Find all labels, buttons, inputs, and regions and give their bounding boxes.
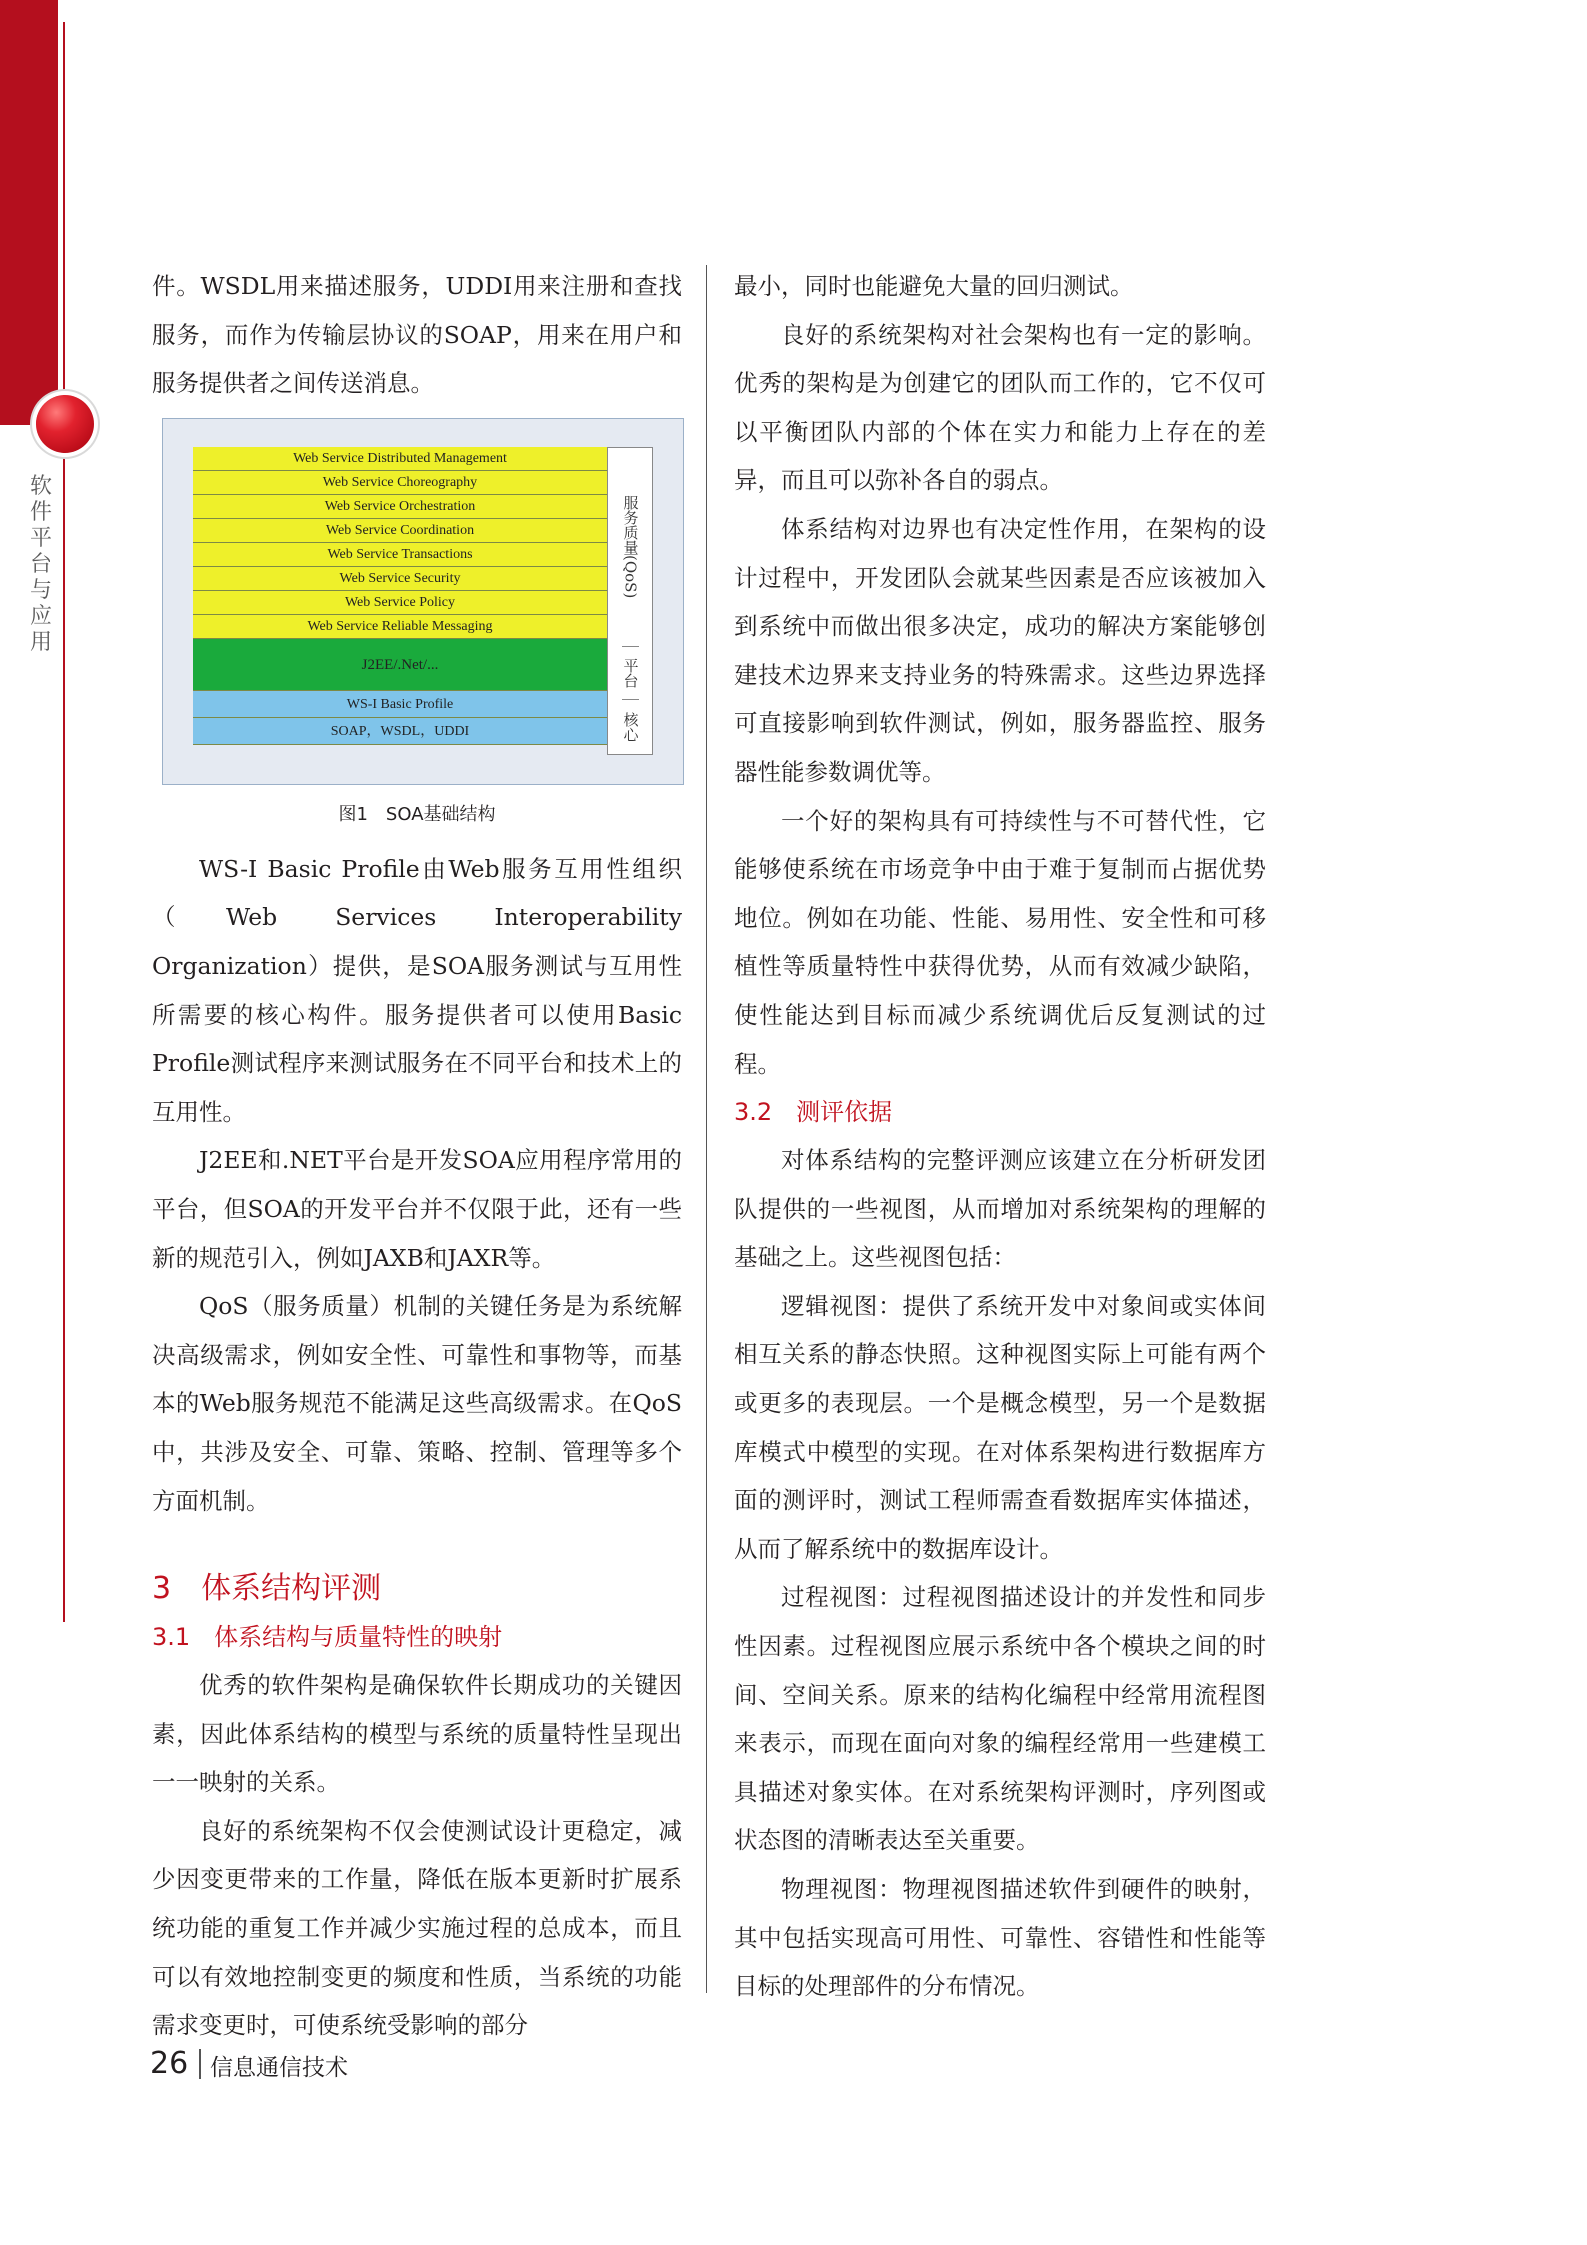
- section-badge-icon: [36, 395, 94, 453]
- paragraph: 优秀的软件架构是确保软件长期成功的关键因素，因此体系结构的模型与系统的质量特性呈现出一一映射的关系。: [152, 1671, 682, 1797]
- figure-side-qos: 服务质量(QoS): [622, 448, 639, 647]
- figure-layers: [193, 447, 607, 745]
- figure-layer: Web Service Orchestration: [193, 495, 607, 519]
- paragraph: WS-I Basic Profile由Web服务互用性组织（Web Services Interoperability Organization）提供，是SOA服务测试与互用性所需要的核心构件。服务提供者可以使用Basic Profile测试程序来测试服务在不同平台和技术上的互用性。: [152, 854, 682, 1126]
- paragraph: 过程视图：过程视图描述设计的并发性和同步性因素。过程视图应展示系统中各个模块之间的时间、空间关系。原来的结构化编程中经常用流程图来表示，而现在面向对象的编程经常用一些建模工具描述对象实体。在对系统架构评测时，序列图或状态图的清晰表达至关重要。: [734, 1583, 1266, 1855]
- subsection-heading: 3.1 体系结构与质量特性的映射: [152, 1623, 503, 1652]
- page-number: 26: [150, 2046, 189, 2081]
- paragraph: J2EE和.NET平台是开发SOA应用程序常用的平台，但SOA的开发平台并不仅限于此，还有一些新的规范引入，例如JAXB和JAXR等。: [152, 1146, 682, 1272]
- figure-layer: Web Service Choreography: [193, 471, 607, 495]
- paragraph: 体系结构对边界也有决定性作用，在架构的设计过程中，开发团队会就某些因素是否应该被加入到系统中而做出很多决定，成功的解决方案能够创建技术边界来支持业务的特殊需求。这些边界选择可直接影响到软件测试，例如，服务器监控、服务器性能参数调优等。: [734, 514, 1266, 786]
- figure-layer: Web Service Reliable Messaging: [193, 615, 607, 639]
- side-red-line: [63, 22, 65, 1622]
- figure-layer: Web Service Coordination: [193, 519, 607, 543]
- figure-layer: Web Service Security: [193, 567, 607, 591]
- figure-layer: Web Service Transactions: [193, 543, 607, 567]
- paragraph: 逻辑视图：提供了系统开发中对象间或实体间相互关系的静态快照。这种视图实际上可能有两个或更多的表现层。一个是概念模型，另一个是数据库模式中模型的实现。在对体系架构进行数据库方面的测评时，测试工程师需查看数据库实体描述，从而了解系统中的数据库设计。: [734, 1291, 1266, 1563]
- figure-side-labels: [607, 447, 653, 755]
- paragraph: 物理视图：物理视图描述软件到硬件的映射，其中包括实现高可用性、可靠性、容错性和性能等目标的处理部件的分布情况。: [734, 1875, 1266, 2001]
- right-column: [734, 262, 1266, 2011]
- figure-layer-platform: J2EE/.Net/...: [193, 639, 607, 691]
- paragraph: 良好的系统架构不仅会使测试设计更稳定，减少因变更带来的工作量，降低在版本更新时扩展系统功能的重复工作并减少实施过程的总成本，而且可以有效地控制变更的频度和性质，当系统的功能需求变更时，可使系统受影响的部分: [152, 1816, 682, 2040]
- paragraph: QoS（服务质量）机制的关键任务是为系统解决高级需求，例如安全性、可靠性和事物等，而基本的Web服务规范不能满足这些高级需求。在QoS中，共涉及安全、可靠、策略、控制、管理等多个方面机制。: [152, 1292, 682, 1515]
- paragraph: 最小，同时也能避免大量的回归测试。: [734, 272, 1134, 300]
- column-divider: [706, 265, 707, 1993]
- figure-layer: Web Service Policy: [193, 591, 607, 615]
- figure-side-platform: 平台: [622, 647, 639, 700]
- side-red-bar: [0, 0, 58, 425]
- paragraph: 一个好的架构具有可持续性与不可替代性，它能够使系统在市场竞争中由于难于复制而占据优势地位。例如在功能、性能、易用性、安全性和可移植性等质量特性中获得优势，从而有效减少缺陷，使性能达到目标而减少系统调优后反复测试的过程。: [734, 806, 1266, 1078]
- figure-layer: Web Service Distributed Management: [193, 447, 607, 471]
- figure-layer-core: SOAP，WSDL，UDDI: [193, 718, 607, 745]
- paragraph: 良好的系统架构对社会架构也有一定的影响。优秀的架构是为创建它的团队而工作的，它不仅可以平衡团队内部的个体在实力和能力上存在的差异，而且可以弥补各自的弱点。: [734, 320, 1266, 495]
- left-column: [152, 262, 682, 2050]
- journal-name: 信息通信技术: [210, 2055, 348, 2081]
- figure-layer-core: WS-I Basic Profile: [193, 691, 607, 718]
- paragraph: 件。WSDL用来描述服务，UDDI用来注册和查找服务，而作为传输层协议的SOAP，用来在用户和服务提供者之间传送消息。: [152, 272, 682, 398]
- section-label: 软件平台与应用: [29, 474, 52, 655]
- figure-side-core: 核心: [621, 711, 640, 742]
- figure-soa: [162, 418, 684, 785]
- section-heading: 3 体系结构评测: [152, 1571, 382, 1607]
- footer-divider: [199, 2049, 201, 2079]
- figure-caption: 图1 SOA基础结构: [338, 803, 496, 825]
- paragraph: 对体系结构的完整评测应该建立在分析研发团队提供的一些视图，从而增加对系统架构的理解的基础之上。这些视图包括：: [734, 1146, 1266, 1272]
- subsection-heading: 3.2 测评依据: [734, 1098, 893, 1127]
